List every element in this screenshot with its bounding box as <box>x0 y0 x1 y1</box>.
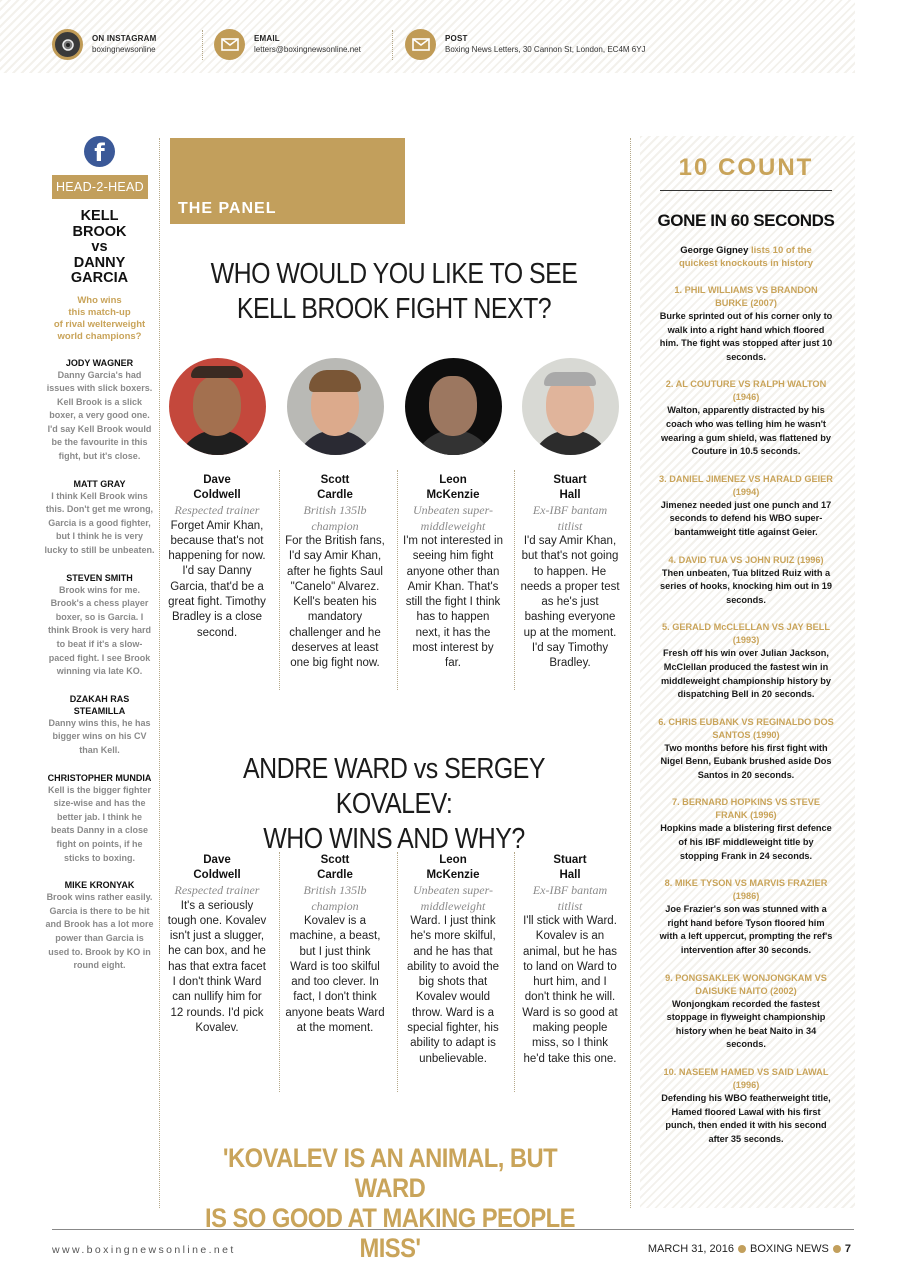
panelist-leon-mckenzie <box>403 473 503 672</box>
panelist-answer: Kovalev is a machine, a beast, but I just think Ward is too skilful and too clever. In fact, I don't think anyone beats Ward at the moment. <box>285 915 385 1035</box>
knockout-description: Joe Frazier's son was stunned with a right hand before Tyson floored him with a left uppercut, prompting the ref's intervention after 30 seconds. <box>659 904 833 956</box>
column-divider <box>630 138 631 1208</box>
panelist-answer: Ward. I just think he's more skilful, and he has that ability to avoid the big shots that Kovalev would throw. Ward is a special fighter, his ability to adapt is unbelievable. <box>406 915 500 1065</box>
knockout-item <box>658 554 834 608</box>
instagram-handle[interactable]: boxingnewsonline <box>92 44 156 54</box>
email-address[interactable]: letters@boxingnewsonline.net <box>254 44 361 54</box>
reader-name: CHRISTOPHER MUNDIA <box>47 772 152 783</box>
knockout-title: 6. CHRIS EUBANK VS REGINALDO DOS SANTOS (1990) <box>658 716 834 740</box>
footer-bullet <box>738 1245 746 1253</box>
knockout-item <box>658 621 834 701</box>
header-divider <box>202 30 203 60</box>
panelist-name: Scott Cardle <box>317 854 353 881</box>
knockout-title: 7. BERNARD HOPKINS VS STEVE FRANK (1996) <box>671 797 821 821</box>
pull-quote: 'KOVALEV IS AN ANIMAL, BUT WARD IS SO GOOD AT MAKING PEOPLE MISS' <box>205 1143 575 1263</box>
panel-divider <box>397 852 398 1092</box>
panel-question-1: WHO WOULD YOU LIKE TO SEE KELL BROOK FIGHT NEXT? <box>210 258 578 325</box>
head-2-head-column <box>44 209 155 973</box>
head-2-head-tag: HEAD-2-HEAD <box>52 175 148 199</box>
knockout-description: Burke sprinted out of his corner only to walk into a right hand which floored him. The fight was stopped after just 10 seconds. <box>659 311 833 362</box>
panelist-role: Unbeaten super-middleweight <box>412 883 494 913</box>
contact-header <box>0 0 855 73</box>
facebook-icon[interactable]: f <box>84 136 115 167</box>
panel-divider <box>514 852 515 1092</box>
stuart-hall-photo <box>522 358 619 455</box>
panelist-name: Stuart Hall <box>553 854 587 881</box>
knockout-description: Wonjongkam recorded the fastest stoppage in flyweight championship history when he beat Naito in 34 seconds. <box>666 998 826 1050</box>
knockout-description: Two months before his first fight with Nigel Benn, Eubank brushed aside Dos Santos in 20 seconds. <box>660 742 832 780</box>
page-number: 7 <box>844 1243 851 1255</box>
panel-divider <box>514 470 515 690</box>
panelist-role: British 135lb champion <box>303 503 367 533</box>
post-contact <box>405 29 646 60</box>
dave-coldwell-photo <box>169 358 266 455</box>
reader-name: STEVEN SMITH <box>66 572 133 583</box>
panelist-name: Leon McKenzie <box>426 474 480 501</box>
knockout-description: Walton, apparently distracted by his coach who was telling him he wasn't wearing a gum shield, was flattened by Couture in 10.5 seconds. <box>660 405 831 457</box>
post-label: POST <box>445 33 468 43</box>
the-panel-label: THE PANEL <box>178 200 277 217</box>
email-contact[interactable] <box>214 29 361 60</box>
reader-pick <box>44 478 155 558</box>
reader-name: MIKE KRONYAK <box>64 880 135 891</box>
panelist-name: Stuart Hall <box>553 474 587 501</box>
reader-pick <box>44 879 155 973</box>
panelist-role: Respected trainer <box>174 503 260 517</box>
panel-question-2: ANDRE WARD vs SERGEY KOVALEV: WHO WINS AND WHY? <box>243 753 545 855</box>
reader-pick <box>44 572 155 679</box>
email-label: EMAIL <box>254 33 280 43</box>
panelist-name: Dave Coldwell <box>193 854 241 881</box>
reader-comment: Danny Garcia's had issues with slick boxers. Kell Brook is a slick boxer, a very good one. I'd say Kell Brook would be the favourite in this fight, but it's close. <box>46 369 153 462</box>
panelist-answer: I'll stick with Ward. Kovalev is an animal, but he has to land on Ward to hurt him, and I don't think he will. Ward is so good at making people miss, so I think he'd take this one. <box>522 915 618 1065</box>
knockout-description: Defending his WBO featherweight title, Hamed floored Lawal with his first punch, then ended it with his second after 35 seconds. <box>661 1093 831 1144</box>
panelist-role: British 135lb champion <box>303 883 367 913</box>
column-divider <box>159 138 160 1208</box>
scott-cardle-photo <box>287 358 384 455</box>
panelist-answer: Forget Amir Khan, because that's not happening for now. I'd say Danny Garcia, that'd be a great fight. Timothy Bradley is a close second. <box>168 519 266 639</box>
panelist-leon-mckenzie-2 <box>403 853 503 1067</box>
knockout-description: Hopkins made a blistering first defence of his IBF middleweight title by stopping Frank in 24 seconds. <box>660 823 832 861</box>
reader-comment: Brook wins for me. Brook's a chess player boxer, so is Garcia. I think Brook is very hard to beat if it's a slow-paced fight. I see Brook winning via late KO. <box>47 584 152 677</box>
reader-name: MATT GRAY <box>73 478 126 489</box>
ten-count-rule <box>660 190 832 191</box>
panelist-name: Scott Cardle <box>317 474 353 501</box>
panelist-stuart-hall <box>520 473 620 672</box>
knockout-item <box>658 716 834 783</box>
post-envelope-icon <box>405 29 436 60</box>
instagram-contact[interactable] <box>52 29 156 60</box>
reader-name: DZAKAH RAS STEAMILLA <box>69 693 130 716</box>
knockout-description: Fresh off his win over Julian Jackson, McClellan produced the fastest win in middleweight championship history by dispatching Bell in 20 seconds. <box>661 648 831 700</box>
knockout-item <box>658 473 834 540</box>
knockout-title: 4. DAVID TUA VS JOHN RUIZ (1996) <box>668 554 824 565</box>
knockout-title: 8. MIKE TYSON VS MARVIS FRAZIER (1986) <box>664 878 828 902</box>
footer-folio <box>648 1243 851 1255</box>
footer-url[interactable]: www.boxingnewsonline.net <box>52 1244 236 1256</box>
knockout-item <box>658 378 834 458</box>
ten-count-intro: George Gigney lists 10 of the quickest knockouts in history <box>678 245 814 269</box>
reader-pick <box>44 357 155 464</box>
panel-divider <box>279 470 280 690</box>
panelist-scott-cardle-2 <box>285 853 385 1036</box>
head-2-head-title: KELL BROOK vs DANNY GARCIA <box>70 208 129 286</box>
reader-comment: Danny wins this, he has bigger wins on his CV than Kell. <box>48 717 151 755</box>
leon-mckenzie-photo <box>405 358 502 455</box>
reader-pick <box>44 693 155 758</box>
instagram-label: ON INSTAGRAM <box>92 33 157 43</box>
knockout-title: 9. PONGSAKLEK WONJONGKAM VS DAISUKE NAITO (2002) <box>665 972 827 996</box>
ten-count-title: 10 COUNT <box>678 154 814 181</box>
knockout-item <box>658 1066 834 1146</box>
footer-date: MARCH 31, 2016 <box>647 1243 735 1255</box>
knockout-title: 3. DANIEL JIMENEZ VS HARALD GEIER (1994) <box>659 473 833 497</box>
reader-comment: Kell is the bigger fighter size-wise and has the better jab. I think he beats Danny in a close fight on points, if he sticks to boxing. <box>47 784 151 863</box>
panelist-dave-coldwell <box>167 473 267 641</box>
knockout-item <box>658 972 834 1052</box>
footer-rule <box>52 1229 854 1230</box>
knockout-title: 5. GERALD McCLELLAN VS JAY BELL (1993) <box>662 622 830 646</box>
panelist-role: Ex-IBF bantam titlist <box>532 503 608 533</box>
reader-comment: Brook wins rather easily. Garcia is there to be hit and Brook has a lot more power than Garcia is used to. Brook by KO in round eight. <box>45 892 154 971</box>
reader-pick <box>44 772 155 866</box>
panelist-name: Leon McKenzie <box>426 854 480 881</box>
panelist-role: Respected trainer <box>174 883 260 897</box>
knockout-item <box>658 284 834 364</box>
panelist-scott-cardle <box>285 473 385 672</box>
panel-divider <box>279 852 280 1092</box>
panelist-dave-coldwell-2 <box>167 853 267 1036</box>
knockout-item <box>658 877 834 957</box>
knockout-title: 2. AL COUTURE VS RALPH WALTON (1946) <box>665 379 827 403</box>
panelist-answer: I'd say Amir Khan, but that's not going to happen. He needs a proper test as he's just bashing everyone up at the moment. I'd say Timothy Bradley. <box>520 535 620 670</box>
knockout-description: Then unbeaten, Tua blitzed Ruiz with a series of hooks, knocking him out in 19 seconds. <box>659 567 833 605</box>
email-envelope-icon <box>214 29 245 60</box>
panelist-answer: For the British fans, I'd say Amir Khan, after he fights Saul "Canelo" Alvarez. Kell's beaten his mandatory challenger and he deserves at least one big fight now. <box>285 535 385 670</box>
the-panel-tag <box>170 138 405 224</box>
panel-divider <box>397 470 398 690</box>
knockout-title: 1. PHIL WILLIAMS VS BRANDON BURKE (2007) <box>674 285 818 308</box>
panelist-role: Ex-IBF bantam titlist <box>532 883 608 913</box>
footer-publication: BOXING NEWS <box>750 1243 829 1255</box>
knockout-list <box>658 284 834 1160</box>
reader-comment: I think Kell Brook wins this. Don't get me wrong, Garcia is a good fighter, but I think he is very lucky to still be unbeaten. <box>44 490 155 556</box>
author-name: George Gigney <box>680 245 749 256</box>
instagram-camera-icon <box>52 29 83 60</box>
reader-name: JODY WAGNER <box>65 357 134 368</box>
footer-bullet <box>833 1245 841 1253</box>
knockout-item <box>658 796 834 863</box>
panelist-role: Unbeaten super-middleweight <box>412 503 494 533</box>
ten-count-headline: GONE IN 60 SECONDS <box>657 211 835 230</box>
panelist-answer: I'm not interested in seeing him fight anyone other than Amir Khan. That's still the fight I think has to happen next, it has the most interest by far. <box>403 535 503 670</box>
panelist-name: Dave Coldwell <box>193 474 241 501</box>
panelist-answer: It's a seriously tough one. Kovalev isn't just a slugger, he can box, and he has that extra facet I don't think Ward can nullify him for 12 rounds. I'd pick Kovalev. <box>167 899 267 1034</box>
knockout-description: Jimenez needed just one punch and 17 seconds to defend his WBO super-bantamweight title against Geier. <box>660 499 832 537</box>
header-divider <box>392 30 393 60</box>
knockout-title: 10. NASEEM HAMED VS SAID LAWAL (1996) <box>663 1067 829 1090</box>
panelist-stuart-hall-2 <box>520 853 620 1067</box>
post-address: Boxing News Letters, 30 Cannon St, London, EC4M 6YJ <box>445 44 646 54</box>
head-2-head-subtitle: Who wins this match-up of rival welterweight world champions? <box>53 294 146 342</box>
